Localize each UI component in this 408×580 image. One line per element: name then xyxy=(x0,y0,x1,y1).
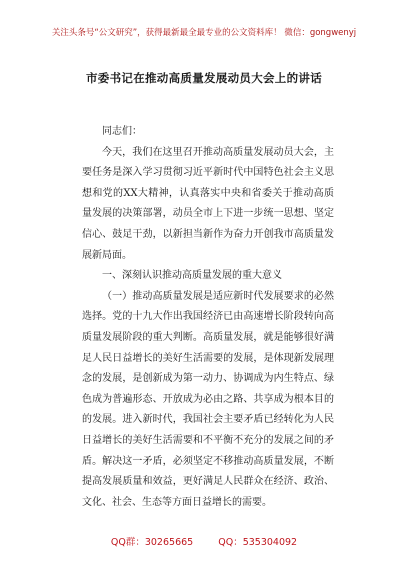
footer-qq-group: QQ群：30265665 xyxy=(110,537,194,548)
section-paragraph: （一）推动高质量发展是适应新时代发展要求的必然选择。党的十九大作出我国经济已由高速增长阶段转向高质量发展阶段的重大判断。高质量发展，就是能够很好满足人民日益增长的美好生活需要的发展，是体现新发展理念的发展，是创新成为第一动力、协调成为内生特点、绿色成为普遍形态、开放成为必由之路、共享成为根本目的的发展。进入新时代，我国社会主要矛盾已经转化为人民日益增长的美好生活需要和不平衡不充分的发展之间的矛盾。解决这一矛盾，必须坚定不移推动高质量发展，不断提高发展质量和效益，更好满足人民群众在经济、政治、文化、社会、生态等方面日益增长的需要。 xyxy=(82,290,334,508)
footer-contact xyxy=(0,534,408,548)
header-note: 关注头条号“公文研究”，获得最新最全最专业的公文资料库！ 微信：gongwenyj xyxy=(51,28,357,38)
footer-qq: QQ：535304092 xyxy=(218,537,298,548)
salutation: 同志们： xyxy=(102,126,142,137)
body-paragraph: 今天，我们在这里召开推动高质量发展动员大会，主要任务是深入学习贯彻习近平新时代中国特色社会主义思想和党的XX大精神，认真落实中央和省委关于推动高质量发展的决策部署，动员全市上下进一步统一思想、坚定信心、鼓足干劲，以新担当新作为奋力开创我市高质量发展新局面。 xyxy=(82,146,334,261)
section-heading: 一、深刻认识推动高质量发展的重大意义 xyxy=(102,270,282,282)
document-body xyxy=(82,122,334,513)
document-title: 市委书记在推动高质量发展动员大会上的讲话 xyxy=(86,71,322,85)
